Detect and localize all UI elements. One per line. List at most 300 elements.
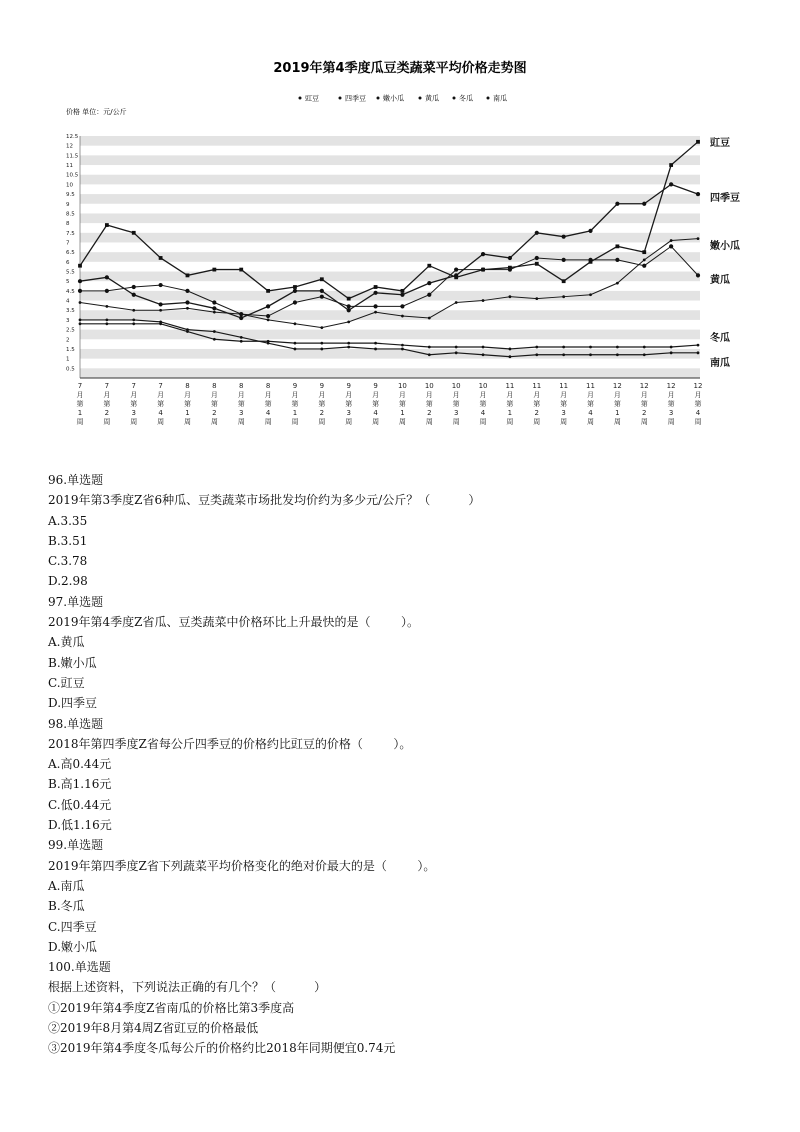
- y-tick-label: 9: [66, 201, 70, 208]
- grid-band: [80, 194, 700, 204]
- data-point: [509, 295, 512, 298]
- series-end-label: 冬瓜: [710, 333, 730, 344]
- data-point: [508, 267, 512, 271]
- x-tick-part: 1: [507, 409, 513, 417]
- x-tick-part: 7: [77, 382, 83, 390]
- data-point: [159, 320, 162, 323]
- y-tick-label: 3: [66, 317, 70, 324]
- data-point: [266, 304, 270, 308]
- x-tick-part: 月: [157, 391, 165, 399]
- data-point: [697, 351, 700, 354]
- x-axis-labels: [77, 382, 703, 426]
- x-tick-part: 3: [561, 409, 566, 417]
- y-tick-label: 0.5: [66, 366, 75, 373]
- data-point: [213, 330, 216, 333]
- question-line: B.高1.16元: [48, 777, 112, 792]
- y-tick-label: 4: [66, 298, 70, 305]
- x-tick-part: 周: [183, 418, 191, 426]
- question-line: A.3.35: [48, 513, 88, 528]
- data-point: [697, 344, 700, 347]
- data-point: [186, 307, 189, 310]
- series-end-label: 豇豆: [710, 138, 730, 149]
- data-point: [615, 244, 619, 248]
- grid-band: [80, 272, 700, 282]
- data-point: [481, 267, 485, 271]
- data-point: [347, 320, 350, 323]
- x-tick-part: 2: [427, 409, 432, 417]
- data-point: [562, 235, 566, 239]
- x-tick-part: 第: [506, 400, 514, 408]
- grid-band: [80, 175, 700, 185]
- x-tick-part: 第: [667, 400, 675, 408]
- data-point: [239, 268, 243, 272]
- x-tick-part: 月: [640, 391, 648, 399]
- x-tick-part: 7: [104, 382, 110, 390]
- x-tick-part: 月: [479, 391, 487, 399]
- data-point: [78, 264, 82, 268]
- x-tick-part: 10: [424, 382, 434, 390]
- x-tick-part: 周: [157, 418, 165, 426]
- x-tick-part: 月: [291, 391, 299, 399]
- x-tick-part: 8: [185, 382, 190, 390]
- x-tick-part: 2: [104, 409, 110, 417]
- question-line: C.低0.44元: [48, 797, 112, 812]
- x-tick-part: 月: [587, 391, 595, 399]
- x-tick-part: 2: [642, 409, 647, 417]
- x-tick-label: [238, 382, 245, 426]
- x-tick-part: 周: [533, 418, 541, 426]
- data-point: [320, 342, 323, 345]
- question-list: [48, 470, 768, 1059]
- data-point: [455, 351, 458, 354]
- x-tick-label: [318, 382, 325, 426]
- data-point: [696, 273, 700, 277]
- x-tick-part: 第: [479, 400, 487, 408]
- y-tick-label: 1: [66, 356, 70, 363]
- data-point: [373, 291, 377, 295]
- x-tick-part: 第: [76, 400, 84, 408]
- data-point: [185, 289, 189, 293]
- data-point: [212, 300, 216, 304]
- data-point: [615, 202, 619, 206]
- data-point: [347, 342, 350, 345]
- x-tick-label: [291, 382, 298, 426]
- data-point: [267, 319, 270, 322]
- x-tick-label: [265, 382, 272, 426]
- data-point: [535, 346, 538, 349]
- data-point: [697, 237, 700, 240]
- y-axis-label: 价格 单位：元/公斤: [66, 108, 127, 116]
- y-tick-label: 12.5: [66, 134, 79, 140]
- x-tick-label: [505, 382, 514, 426]
- data-point: [105, 322, 108, 325]
- data-point: [481, 252, 485, 256]
- data-point: [374, 348, 377, 351]
- data-point: [535, 297, 538, 300]
- x-tick-part: 10: [451, 382, 461, 390]
- x-tick-part: 周: [452, 418, 460, 426]
- data-point: [105, 223, 109, 227]
- x-tick-part: 11: [532, 382, 542, 390]
- data-point: [428, 346, 431, 349]
- x-tick-part: 11: [586, 382, 595, 390]
- x-tick-part: 第: [398, 400, 406, 408]
- data-point: [105, 275, 109, 279]
- x-tick-label: [667, 382, 676, 426]
- question-line: A.高0.44元: [48, 757, 112, 772]
- x-tick-part: 月: [506, 391, 514, 399]
- x-tick-part: 周: [291, 418, 299, 426]
- x-tick-part: 周: [345, 418, 353, 426]
- data-point: [589, 346, 592, 349]
- x-tick-part: 周: [560, 418, 568, 426]
- y-tick-label: 11: [66, 163, 73, 170]
- x-tick-label: [130, 382, 137, 426]
- data-point: [267, 342, 270, 345]
- data-point: [615, 258, 619, 262]
- question-line: D.嫩小瓜: [48, 939, 98, 954]
- x-tick-part: 8: [238, 382, 244, 390]
- x-tick-label: [157, 382, 164, 426]
- question-line: 97.单选题: [48, 594, 104, 609]
- data-point: [320, 289, 324, 293]
- x-tick-part: 1: [77, 409, 83, 417]
- x-tick-label: [532, 382, 541, 426]
- data-point: [562, 295, 565, 298]
- x-tick-label: [345, 382, 352, 426]
- data-point: [78, 289, 82, 293]
- grid-band: [80, 349, 700, 359]
- data-point: [186, 273, 190, 277]
- legend-marker: [299, 97, 302, 100]
- y-tick-label: 1.5: [66, 346, 75, 353]
- x-tick-part: 第: [533, 400, 541, 408]
- data-point: [509, 348, 512, 351]
- x-tick-part: 8: [212, 382, 217, 390]
- x-tick-part: 第: [237, 400, 245, 408]
- x-tick-label: [77, 382, 84, 426]
- y-tick-label: 10: [66, 182, 73, 189]
- x-tick-part: 月: [533, 391, 541, 399]
- y-tick-label: 2: [66, 337, 70, 344]
- legend-label: 嫩小瓜: [383, 94, 404, 103]
- x-tick-part: 月: [398, 391, 406, 399]
- legend-label: 冬瓜: [459, 94, 473, 103]
- x-tick-part: 第: [183, 400, 191, 408]
- x-tick-part: 2: [212, 409, 217, 417]
- x-tick-part: 第: [452, 400, 460, 408]
- x-tick-part: 第: [103, 400, 111, 408]
- legend-marker: [487, 97, 490, 100]
- x-tick-label: [559, 382, 568, 426]
- question-line: 2019年第3季度Z省6种瓜、豆类蔬菜市场批发均价约为多少元/公斤？（ ）: [48, 493, 481, 508]
- data-point: [294, 342, 297, 345]
- data-point: [428, 317, 431, 320]
- data-point: [696, 140, 700, 144]
- series-end-label: 嫩小瓜: [710, 241, 740, 252]
- question-line: D.2.98: [48, 574, 88, 589]
- x-tick-part: 4: [265, 409, 271, 417]
- data-point: [401, 348, 404, 351]
- data-point: [482, 353, 485, 356]
- data-point: [427, 281, 431, 285]
- x-tick-part: 3: [238, 409, 244, 417]
- data-point: [643, 353, 646, 356]
- data-point: [643, 259, 646, 262]
- question-line: ③2019年第4季度冬瓜每公斤的价格约比2018年同期便宜0.74元: [48, 1041, 396, 1056]
- data-point: [320, 348, 323, 351]
- x-tick-part: 月: [130, 391, 138, 399]
- data-point: [400, 304, 404, 308]
- data-point: [320, 277, 324, 281]
- data-point: [400, 293, 404, 297]
- x-tick-part: 第: [157, 400, 165, 408]
- data-point: [589, 293, 592, 296]
- question-line: ①2019年第4季度Z省南瓜的价格比第3季度高: [48, 1000, 295, 1015]
- data-point: [159, 302, 163, 306]
- data-point: [588, 229, 592, 233]
- question-line: 2019年第四季度Z省下列蔬菜平均价格变化的绝对价最大的是（ ）。: [48, 858, 436, 873]
- question-line: B.3.51: [48, 533, 88, 548]
- series-end-label: 南瓜: [710, 358, 730, 369]
- question-line: B.冬瓜: [48, 899, 85, 914]
- data-point: [213, 338, 216, 341]
- x-tick-label: [613, 382, 622, 426]
- x-tick-part: 周: [76, 418, 84, 426]
- data-point: [535, 231, 539, 235]
- data-point: [294, 322, 297, 325]
- x-tick-part: 3: [131, 409, 136, 417]
- y-tick-label: 12: [66, 143, 73, 150]
- y-tick-label: 4.5: [66, 288, 75, 295]
- data-point: [562, 346, 565, 349]
- x-tick-part: 3: [346, 409, 351, 417]
- x-tick-label: [398, 382, 407, 426]
- x-tick-part: 第: [587, 400, 595, 408]
- question-line: C.3.78: [48, 554, 88, 569]
- x-tick-part: 4: [373, 409, 378, 417]
- x-tick-part: 周: [479, 418, 487, 426]
- data-point: [643, 346, 646, 349]
- data-point: [428, 353, 431, 356]
- x-tick-part: 2: [534, 409, 540, 417]
- x-tick-part: 第: [613, 400, 621, 408]
- data-point: [455, 346, 458, 349]
- y-tick-label: 9.5: [66, 192, 75, 199]
- question-line: ②2019年8月第4周Z省豇豆的价格最低: [48, 1021, 259, 1036]
- y-axis-ticks: [66, 134, 79, 372]
- x-tick-part: 第: [640, 400, 648, 408]
- x-tick-part: 第: [372, 400, 380, 408]
- y-tick-label: 5: [66, 279, 70, 286]
- x-tick-part: 9: [373, 382, 378, 390]
- data-point: [562, 353, 565, 356]
- x-tick-part: 4: [480, 409, 486, 417]
- x-tick-part: 1: [185, 409, 190, 417]
- data-point: [374, 311, 377, 314]
- data-point: [454, 267, 458, 271]
- x-tick-part: 周: [613, 418, 621, 426]
- x-tick-part: 月: [210, 391, 218, 399]
- x-tick-part: 9: [346, 382, 351, 390]
- x-tick-part: 第: [264, 400, 272, 408]
- data-point: [132, 322, 135, 325]
- grid-band: [80, 233, 700, 243]
- question-line: 2018年第四季度Z省每公斤四季豆的价格约比豇豆的价格（ ）。: [48, 736, 412, 751]
- data-point: [642, 250, 646, 254]
- x-tick-part: 8: [265, 382, 271, 390]
- question-line: C.豇豆: [48, 675, 85, 690]
- question-line: D.四季豆: [48, 696, 98, 711]
- data-point: [320, 295, 324, 299]
- data-point: [347, 297, 351, 301]
- grid-band: [80, 291, 700, 301]
- data-point: [589, 353, 592, 356]
- x-tick-label: [184, 382, 191, 426]
- x-tick-part: 第: [560, 400, 568, 408]
- x-tick-part: 3: [453, 409, 459, 417]
- data-point: [212, 306, 216, 310]
- data-point: [240, 336, 243, 339]
- data-point: [266, 314, 270, 318]
- x-tick-part: 月: [613, 391, 621, 399]
- data-point: [455, 301, 458, 304]
- data-point: [535, 256, 539, 260]
- x-tick-part: 第: [425, 400, 433, 408]
- x-tick-part: 月: [560, 391, 568, 399]
- series-end-labels: [710, 136, 740, 369]
- y-tick-label: 7.5: [66, 230, 75, 237]
- x-tick-part: 月: [76, 391, 84, 399]
- y-tick-label: 2.5: [66, 327, 75, 334]
- grid-band: [80, 310, 700, 320]
- x-tick-part: 3: [668, 409, 674, 417]
- legend-label: 南瓜: [493, 94, 507, 103]
- legend-marker: [339, 97, 342, 100]
- x-tick-part: 9: [319, 382, 325, 390]
- x-tick-part: 周: [640, 418, 648, 426]
- x-tick-part: 12: [612, 382, 622, 390]
- x-tick-part: 周: [210, 418, 218, 426]
- x-tick-part: 周: [103, 418, 111, 426]
- data-point: [132, 285, 136, 289]
- data-point: [670, 239, 673, 242]
- x-tick-part: 1: [292, 409, 298, 417]
- data-point: [669, 182, 673, 186]
- data-point: [508, 256, 512, 260]
- data-point: [159, 309, 162, 312]
- x-tick-part: 9: [292, 382, 298, 390]
- x-tick-label: [372, 382, 379, 426]
- data-point: [482, 346, 485, 349]
- data-point: [212, 268, 216, 272]
- x-tick-part: 周: [694, 418, 702, 426]
- data-point: [670, 346, 673, 349]
- data-point: [401, 315, 404, 318]
- x-tick-label: [211, 382, 218, 426]
- x-tick-part: 第: [130, 400, 138, 408]
- y-tick-label: 5.5: [66, 269, 75, 276]
- data-point: [293, 300, 297, 304]
- x-tick-part: 月: [425, 391, 433, 399]
- y-tick-label: 3.5: [66, 308, 75, 315]
- x-tick-part: 月: [667, 391, 675, 399]
- data-point: [669, 163, 673, 167]
- price-trend-chart: [0, 0, 800, 460]
- data-point: [78, 279, 82, 283]
- x-tick-part: 1: [615, 409, 620, 417]
- x-tick-part: 周: [667, 418, 675, 426]
- x-tick-part: 7: [158, 382, 163, 390]
- grid-bands: [80, 136, 700, 378]
- x-tick-part: 12: [666, 382, 676, 390]
- question-line: A.黄瓜: [48, 635, 85, 650]
- x-tick-part: 月: [237, 391, 245, 399]
- data-point: [293, 289, 297, 293]
- x-tick-label: [425, 382, 434, 426]
- data-point: [294, 348, 297, 351]
- data-point: [401, 344, 404, 347]
- x-tick-part: 11: [559, 382, 569, 390]
- data-point: [562, 258, 566, 262]
- data-point: [535, 262, 539, 266]
- question-line: A.南瓜: [48, 878, 85, 893]
- data-point: [670, 351, 673, 354]
- x-tick-label: [640, 382, 649, 426]
- data-point: [374, 342, 377, 345]
- y-tick-label: 6.5: [66, 250, 75, 257]
- series-end-label: 四季豆: [710, 193, 740, 204]
- question-line: B.嫩小瓜: [48, 655, 97, 670]
- series-lines: [78, 140, 700, 358]
- data-point: [562, 279, 566, 283]
- data-point: [642, 202, 646, 206]
- question-line: 99.单选题: [48, 838, 104, 853]
- data-point: [159, 283, 163, 287]
- data-point: [535, 353, 538, 356]
- question-line: 100.单选题: [48, 960, 111, 975]
- legend-label: 豇豆: [305, 94, 319, 103]
- question-line: 96.单选题: [48, 473, 104, 487]
- data-point: [347, 346, 350, 349]
- data-point: [240, 340, 243, 343]
- data-point: [159, 256, 163, 260]
- x-tick-label: [479, 382, 488, 426]
- data-point: [105, 289, 109, 293]
- question-line: D.低1.16元: [48, 818, 112, 833]
- question-line: 2019年第4季度Z省瓜、豆类蔬菜中价格环比上升最快的是（ ）。: [48, 615, 420, 630]
- data-point: [454, 273, 458, 277]
- data-point: [401, 289, 405, 293]
- data-point: [239, 312, 243, 316]
- data-point: [132, 293, 136, 297]
- data-point: [482, 299, 485, 302]
- data-point: [427, 264, 431, 268]
- x-tick-part: 4: [695, 409, 701, 417]
- data-point: [669, 244, 673, 248]
- y-tick-label: 11.5: [66, 153, 79, 160]
- question-line: 根据上述资料，下列说法正确的有几个？（ ）: [48, 980, 327, 995]
- data-point: [320, 326, 323, 329]
- x-tick-part: 周: [318, 418, 326, 426]
- grid-band: [80, 368, 700, 378]
- question-line: C.四季豆: [48, 919, 97, 934]
- x-tick-label: [103, 382, 110, 426]
- question-line: 98.单选题: [48, 716, 104, 731]
- x-tick-part: 周: [264, 418, 272, 426]
- x-tick-part: 月: [264, 391, 272, 399]
- data-point: [347, 308, 351, 312]
